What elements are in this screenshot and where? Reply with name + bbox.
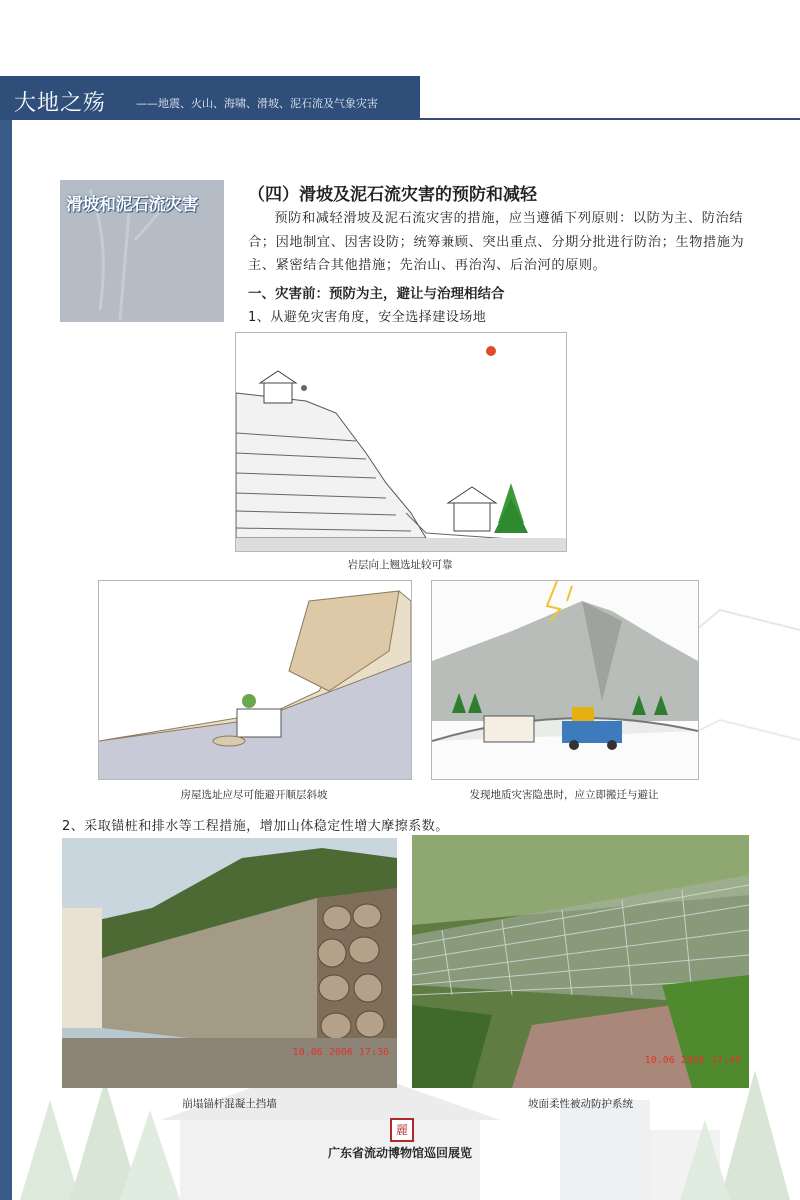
- relocation-caption: 发现地质灾害隐患时，应立即搬迁与避让: [469, 789, 659, 801]
- flexible-net-caption: 坡面柔性被动防护系统: [528, 1098, 633, 1110]
- retaining-wall-timestamp: 10.06 2006 17:36: [292, 1047, 389, 1058]
- item-two: 2、采取锚桩和排水等工程措施，增加山体稳定性增大摩擦系数。: [62, 819, 449, 834]
- item-one: 1、从避免灾害角度，安全选择建设场地: [248, 310, 487, 325]
- side-bar: [0, 120, 12, 1200]
- strata-caption: 岩层向上翘选址较可靠: [347, 559, 453, 571]
- slope-house-caption: 房屋选址应尽可能避开顺层斜坡: [180, 789, 328, 801]
- flexible-net-photo: [412, 835, 749, 1088]
- page-title: 大地之殇: [14, 91, 107, 116]
- flexible-net-timestamp: 10.06 2006 17:40: [644, 1055, 741, 1066]
- heading-before-disaster: 一、灾害前：预防为主，避让与治理相结合: [248, 286, 505, 302]
- slope-house-illustration: [98, 580, 412, 780]
- footer-text: 广东省流动博物馆巡回展览: [327, 1146, 472, 1160]
- intro-paragraph: 预防和减轻滑坡及泥石流灾害的措施，应当遵循下列原则：以防为主、防治结合；因地制宜、因害设防；统筹兼顾、突出重点、分期分批进行防治；生物措施为主、紧密结合其他措施；先治山、再治沟、后治河的原则。: [248, 211, 745, 273]
- strata-illustration: [235, 332, 567, 552]
- retaining-wall-photo: [62, 838, 397, 1088]
- museum-seal-icon: 麗: [390, 1118, 414, 1142]
- category-label: 滑坡和泥石流灾害: [66, 195, 198, 215]
- relocation-illustration: [431, 580, 699, 780]
- section-title: （四）滑坡及泥石流灾害的预防和减轻: [248, 185, 537, 205]
- header-divider: [420, 118, 800, 120]
- page-subtitle: ——地震、火山、海啸、滑坡、泥石流及气象灾害: [136, 97, 378, 110]
- retaining-wall-caption: 崩塌锚杆混凝土挡墙: [182, 1098, 277, 1110]
